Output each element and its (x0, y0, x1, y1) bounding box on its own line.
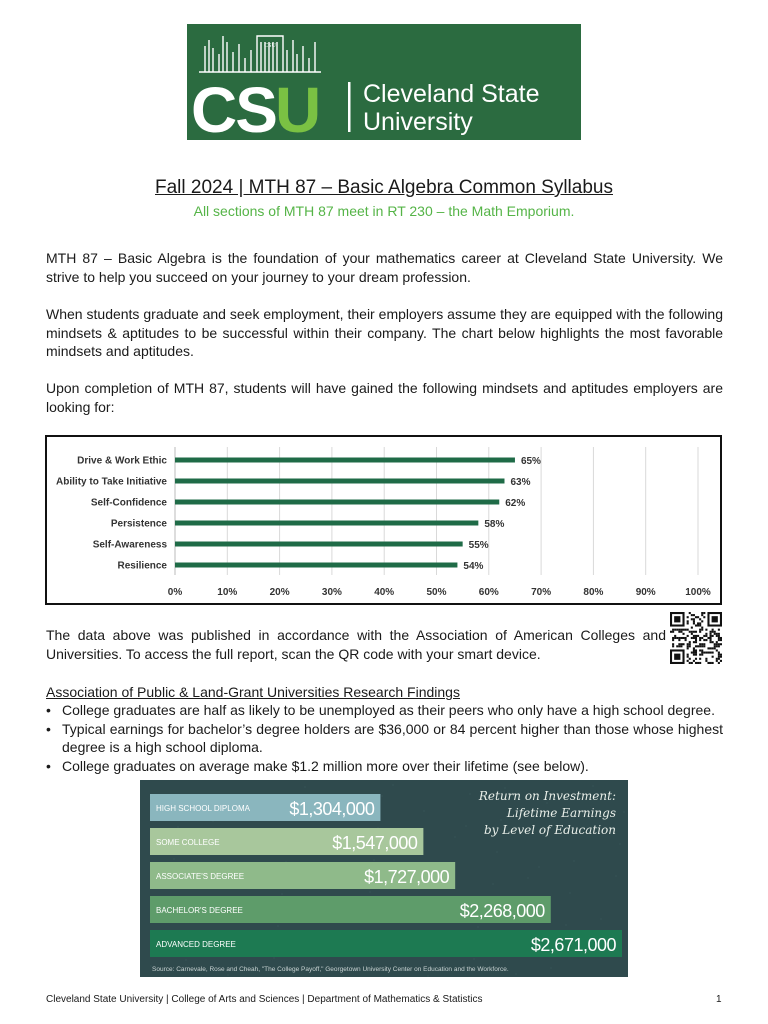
qr-code-icon (670, 612, 722, 664)
texture-dot (304, 786, 305, 787)
qr-module (695, 624, 697, 626)
qr-module (720, 660, 722, 662)
qr-module (672, 643, 674, 645)
qr-module (718, 633, 720, 635)
qr-module (695, 631, 697, 633)
chart-bar (175, 542, 463, 547)
x-tick-label: 50% (426, 587, 447, 598)
texture-dot (140, 780, 141, 781)
roi-value-label: $2,671,000 (530, 935, 616, 955)
qr-module (710, 633, 712, 635)
qr-module (689, 641, 691, 643)
data-label: 63% (510, 477, 531, 488)
qr-module (714, 633, 716, 635)
qr-module (693, 641, 695, 643)
qr-module (705, 629, 707, 631)
research-bullet: • Typical earnings for bachelor’s degree holders are $36,000 or 84 percent higher than those whose highest degree is a high school diploma. (46, 720, 723, 757)
qr-module (707, 652, 709, 654)
qr-module (695, 639, 697, 641)
qr-module (687, 656, 689, 658)
qr-module (670, 631, 672, 633)
roi-value-label: $1,547,000 (332, 833, 418, 853)
qr-module (707, 647, 709, 649)
qr-module (693, 631, 695, 633)
texture-dot (281, 893, 282, 894)
qr-module (699, 643, 701, 645)
roi-title-line: by Level of Education (483, 823, 616, 837)
texture-dot (623, 811, 624, 812)
x-tick-label: 0% (167, 587, 183, 598)
texture-dot (600, 918, 601, 919)
svg-text:CSU: CSU (264, 43, 276, 49)
roi-category-label: ADVANCED DEGREE (156, 940, 236, 949)
qr-module (672, 645, 674, 647)
texture-dot (515, 973, 516, 974)
qr-module (685, 639, 687, 641)
roi-infographic (140, 780, 628, 977)
qr-module (695, 662, 697, 664)
qr-module (707, 637, 709, 639)
qr-module (716, 643, 718, 645)
qr-module (712, 656, 714, 658)
category-label: Self-Confidence (90, 497, 167, 509)
qr-module (691, 662, 693, 664)
qr-module (674, 637, 676, 639)
svg-text:U: U (275, 74, 322, 140)
qr-module (691, 631, 693, 633)
qr-finder-center (712, 616, 718, 622)
qr-module (701, 652, 703, 654)
chart-bar (175, 563, 457, 568)
qr-module (678, 639, 680, 641)
qr-module (718, 643, 720, 645)
qr-module (705, 652, 707, 654)
qr-module (678, 643, 680, 645)
texture-dot (465, 825, 466, 826)
qr-module (703, 645, 705, 647)
qr-module (676, 629, 678, 631)
qr-module (703, 639, 705, 641)
texture-dot (477, 926, 478, 927)
qr-module (701, 620, 703, 622)
qr-module (718, 645, 720, 647)
qr-module (718, 652, 720, 654)
qr-module (693, 622, 695, 624)
roi-category-label: SOME COLLEGE (156, 838, 220, 847)
page-footer: Cleveland State University | College of Arts and Sciences | Department of Mathematics & Statistics (46, 994, 483, 1005)
texture-dot (369, 891, 370, 892)
qr-module (672, 629, 674, 631)
qr-module (701, 645, 703, 647)
roi-chart-svg (140, 780, 628, 977)
texture-dot (473, 958, 474, 959)
qr-module (705, 635, 707, 637)
qr-module (695, 645, 697, 647)
qr-module (687, 660, 689, 662)
qr-module (714, 643, 716, 645)
qr-module (697, 635, 699, 637)
data-label: 62% (505, 498, 526, 509)
logo-name-line2: University (363, 108, 473, 136)
qr-module (699, 624, 701, 626)
qr-module (710, 647, 712, 649)
qr-module (687, 622, 689, 624)
texture-dot (173, 858, 174, 859)
qr-module (699, 639, 701, 641)
x-tick-label: 10% (217, 587, 238, 598)
roi-value-label: $1,304,000 (289, 799, 375, 819)
qr-module (687, 643, 689, 645)
qr-module (691, 614, 693, 616)
qr-module (712, 631, 714, 633)
qr-module (695, 616, 697, 618)
chart-bar (175, 479, 504, 484)
qr-module (699, 658, 701, 660)
qr-module (695, 654, 697, 656)
qr-module (691, 618, 693, 620)
texture-dot (550, 967, 551, 968)
qr-module (674, 635, 676, 637)
texture-dot (392, 784, 393, 785)
texture-dot (227, 974, 228, 975)
qr-module (674, 629, 676, 631)
qr-module (714, 631, 716, 633)
qr-module (695, 649, 697, 651)
qr-module (682, 633, 684, 635)
qr-module (695, 641, 697, 643)
roi-source: Source: Carnevale, Rose and Cheah, "The College Payoff," Georgetown University Center on Education and the Workforce. (152, 966, 509, 973)
data-label: 54% (463, 561, 484, 572)
qr-module (687, 635, 689, 637)
qr-module (680, 629, 682, 631)
qr-module (720, 654, 722, 656)
qr-module (689, 612, 691, 614)
qr-module (714, 647, 716, 649)
qr-module (718, 654, 720, 656)
qr-module (716, 641, 718, 643)
qr-module (695, 658, 697, 660)
qr-module (720, 639, 722, 641)
qr-module (699, 622, 701, 624)
qr-module (712, 641, 714, 643)
qr-module (699, 618, 701, 620)
texture-dot (527, 877, 528, 878)
texture-dot (273, 957, 274, 958)
qr-module (710, 637, 712, 639)
texture-dot (619, 843, 620, 844)
intro-paragraph-3: Upon completion of MTH 87, students will have gained the following mindsets and aptitudes employers are looking for: (46, 380, 723, 415)
qr-module (705, 658, 707, 660)
qr-module (705, 660, 707, 662)
roi-category-label: ASSOCIATE'S DEGREE (156, 872, 245, 881)
qr-module (687, 629, 689, 631)
texture-dot (177, 826, 178, 827)
qr-module (701, 627, 703, 629)
texture-dot (615, 875, 616, 876)
x-tick-label: 30% (321, 587, 342, 598)
access-paragraph: The data above was published in accordance with the Association of American Colleges and Universities. To access the full report, scan the QR code with your smart device. (46, 627, 666, 662)
qr-module (699, 662, 701, 664)
qr-module (703, 643, 705, 645)
qr-module (712, 652, 714, 654)
roi-title-line: Lifetime Earnings (506, 806, 616, 820)
intro-paragraph-1: MTH 87 – Basic Algebra is the foundation of your mathematics career at Cleveland State University. We strive to help you succeed on your journey to your dream profession. (46, 250, 723, 285)
qr-module (672, 639, 674, 641)
qr-module (682, 643, 684, 645)
qr-module (693, 614, 695, 616)
qr-module (720, 637, 722, 639)
texture-dot (185, 959, 186, 960)
qr-module (685, 637, 687, 639)
qr-module (689, 643, 691, 645)
qr-module (682, 637, 684, 639)
qr-module (678, 629, 680, 631)
texture-dot (277, 925, 278, 926)
qr-module (680, 643, 682, 645)
qr-module (687, 654, 689, 656)
qr-module (695, 637, 697, 639)
qr-module (687, 647, 689, 649)
qr-finder-center (674, 616, 680, 622)
qr-module (710, 662, 712, 664)
qr-module (697, 622, 699, 624)
qr-module (701, 643, 703, 645)
qr-module (685, 629, 687, 631)
qr-module (693, 649, 695, 651)
roi-category-label: BACHELOR'S DEGREE (156, 906, 243, 915)
x-tick-label: 70% (531, 587, 552, 598)
qr-module (712, 629, 714, 631)
chart-bar (175, 521, 478, 526)
qr-module (716, 658, 718, 660)
qr-module (699, 637, 701, 639)
qr-module (710, 641, 712, 643)
qr-module (703, 652, 705, 654)
intro-paragraph-2: When students graduate and seek employment, their employers assume they are equipped with the following mindsets & aptitudes to be successful within their company. The chart below highlights the most favorable mindsets and aptitudes. (46, 306, 723, 359)
qr-module (680, 631, 682, 633)
qr-module (678, 637, 680, 639)
qr-module (710, 631, 712, 633)
qr-module (703, 616, 705, 618)
syllabus-title: Fall 2024 | MTH 87 – Basic Algebra Common Syllabus (155, 177, 613, 198)
qr-module (676, 645, 678, 647)
qr-module (691, 627, 693, 629)
qr-module (712, 662, 714, 664)
roi-value-label: $1,727,000 (364, 867, 450, 887)
qr-module (689, 645, 691, 647)
qr-module (678, 631, 680, 633)
texture-dot (492, 883, 493, 884)
roi-title-line: Return on Investment: (478, 789, 616, 803)
x-tick-label: 100% (685, 587, 711, 598)
x-tick-label: 90% (635, 587, 656, 598)
qr-module (691, 652, 693, 654)
x-tick-label: 80% (583, 587, 604, 598)
csu-logo (187, 24, 581, 140)
qr-module (699, 629, 701, 631)
qr-module (693, 618, 695, 620)
qr-module (697, 616, 699, 618)
qr-module (689, 631, 691, 633)
qr-module (691, 637, 693, 639)
qr-module (697, 662, 699, 664)
qr-module (680, 637, 682, 639)
qr-module (710, 635, 712, 637)
qr-module (672, 631, 674, 633)
qr-module (710, 652, 712, 654)
qr-module (693, 637, 695, 639)
qr-module (672, 637, 674, 639)
qr-module (689, 658, 691, 660)
qr-module (678, 645, 680, 647)
texture-dot (496, 851, 497, 852)
research-heading: Association of Public & Land-Grant Universities Research Findings (46, 684, 460, 700)
qr-module (701, 654, 703, 656)
qr-module (716, 660, 718, 662)
qr-module (701, 649, 703, 651)
qr-module (718, 629, 720, 631)
qr-module (703, 612, 705, 614)
texture-dot (500, 819, 501, 820)
texture-dot (538, 866, 539, 867)
x-tick-label: 20% (269, 587, 290, 598)
svg-text:CS: CS (191, 74, 276, 140)
qr-module (693, 654, 695, 656)
qr-module (710, 639, 712, 641)
qr-module (705, 633, 707, 635)
qr-module (712, 635, 714, 637)
texture-dot (592, 785, 593, 786)
qr-module (701, 612, 703, 614)
qr-module (676, 637, 678, 639)
qr-module (695, 652, 697, 654)
skyline-icon (199, 36, 321, 72)
qr-module (687, 616, 689, 618)
qr-module (697, 645, 699, 647)
qr-module (687, 620, 689, 622)
qr-module (718, 656, 720, 658)
texture-dot (565, 924, 566, 925)
research-bullet: • College graduates are half as likely to be unemployed as their peers who only have a high school degree. (46, 701, 723, 720)
qr-module (699, 645, 701, 647)
qr-module (716, 633, 718, 635)
syllabus-subtitle: All sections of MTH 87 meet in RT 230 – the Math Emporium. (193, 203, 575, 219)
qr-module (718, 635, 720, 637)
qr-finder-center (674, 654, 680, 660)
mindsets-chart (45, 435, 722, 605)
roi-value-label: $2,268,000 (459, 901, 545, 921)
qr-module (718, 662, 720, 664)
qr-module (716, 645, 718, 647)
page-number: 1 (716, 994, 722, 1005)
qr-module (716, 635, 718, 637)
research-bullet-list (46, 701, 723, 775)
qr-module (697, 624, 699, 626)
qr-module (699, 649, 701, 651)
data-label: 55% (468, 540, 489, 551)
data-label: 58% (484, 519, 505, 530)
qr-module (680, 645, 682, 647)
qr-module (714, 645, 716, 647)
texture-dot (569, 892, 570, 893)
data-label: 65% (520, 456, 541, 467)
qr-module (691, 633, 693, 635)
qr-module (695, 635, 697, 637)
texture-dot (573, 860, 574, 861)
research-bullet: • College graduates on average make $1.2 million more over their lifetime (see below). (46, 757, 723, 776)
x-tick-label: 40% (374, 587, 395, 598)
category-label: Resilience (117, 560, 167, 572)
qr-module (720, 656, 722, 658)
mindsets-chart-svg (47, 437, 720, 603)
texture-dot (427, 975, 428, 976)
qr-module (682, 629, 684, 631)
category-label: Persistence (110, 518, 167, 530)
chart-bar (175, 458, 515, 463)
roi-category-label: HIGH SCHOOL DIPLOMA (156, 804, 250, 813)
qr-module (712, 647, 714, 649)
logo-name-line1: Cleveland State (363, 80, 540, 108)
texture-dot (373, 859, 374, 860)
qr-module (693, 647, 695, 649)
qr-module (701, 614, 703, 616)
qr-module (705, 639, 707, 641)
qr-module (693, 652, 695, 654)
qr-module (707, 662, 709, 664)
texture-dot (454, 836, 455, 837)
qr-module (718, 639, 720, 641)
texture-dot (469, 793, 470, 794)
qr-module (693, 635, 695, 637)
qr-module (693, 620, 695, 622)
qr-module (720, 643, 722, 645)
qr-module (701, 629, 703, 631)
x-tick-label: 60% (478, 587, 499, 598)
category-label: Self-Awareness (92, 539, 167, 551)
qr-module (699, 654, 701, 656)
chart-bar (175, 500, 499, 505)
qr-module (699, 631, 701, 633)
category-label: Ability to Take Initiative (56, 476, 167, 488)
category-label: Drive & Work Ethic (77, 455, 167, 467)
qr-module (693, 660, 695, 662)
qr-module (718, 658, 720, 660)
qr-module (687, 645, 689, 647)
qr-module (689, 662, 691, 664)
qr-module (716, 649, 718, 651)
qr-module (703, 635, 705, 637)
qr-module (701, 637, 703, 639)
texture-dot (423, 810, 424, 811)
qr-module (718, 637, 720, 639)
texture-dot (381, 795, 382, 796)
